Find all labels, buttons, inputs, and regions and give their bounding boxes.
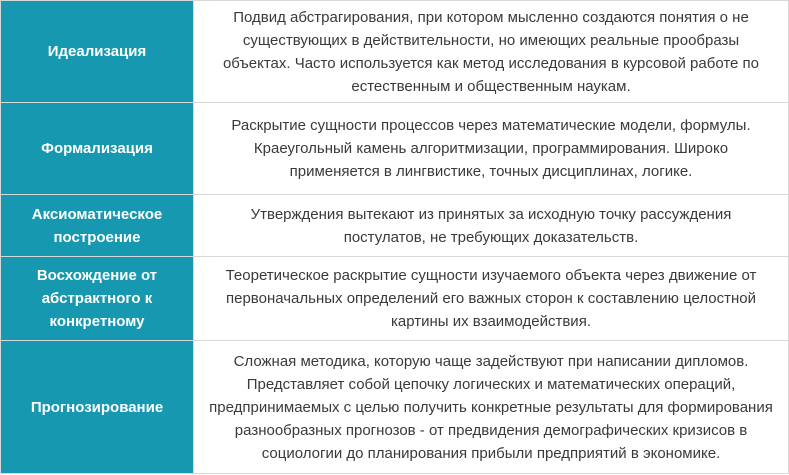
table-row — [1, 257, 789, 341]
description-cell: Подвид абстрагирования, при котором мысленно создаются понятия о не существующих в действительности, но имеющих реальные прообразы объектах. Часто используется как метод исследования в курсовой работе по естественным и общественным наукам. — [194, 1, 789, 103]
table-row — [1, 341, 789, 474]
term-cell: Прогнозирование — [1, 341, 194, 474]
term-cell: Восхождение от абстрактного к конкретному — [1, 257, 194, 341]
description-cell: Теоретическое раскрытие сущности изучаемого объекта через движение от первоначальных определений его важных сторон к составлению целостной картины их взаимодействия. — [194, 257, 789, 341]
term-cell: Формализация — [1, 103, 194, 195]
table-row — [1, 195, 789, 257]
description-cell: Раскрытие сущности процессов через математические модели, формулы. Краеугольный камень алгоритмизации, программирования. Широко применяется в лингвистике, точных дисциплинах, логике. — [194, 103, 789, 195]
table-row — [1, 1, 789, 103]
description-cell: Сложная методика, которую чаще задействуют при написании дипломов. Представляет собой цепочку логических и математических операций, предпринимаемых с целью получить конкретные результаты для формирования разнообразных прогнозов - от предвидения демографических кризисов в социологии до планирования прибыли предприятий в экономике. — [194, 341, 789, 474]
table-row — [1, 103, 789, 195]
description-cell: Утверждения вытекают из принятых за исходную точку рассуждения постулатов, не требующих доказательств. — [194, 195, 789, 257]
term-cell: Аксиоматическое построение — [1, 195, 194, 257]
term-cell: Идеализация — [1, 1, 194, 103]
